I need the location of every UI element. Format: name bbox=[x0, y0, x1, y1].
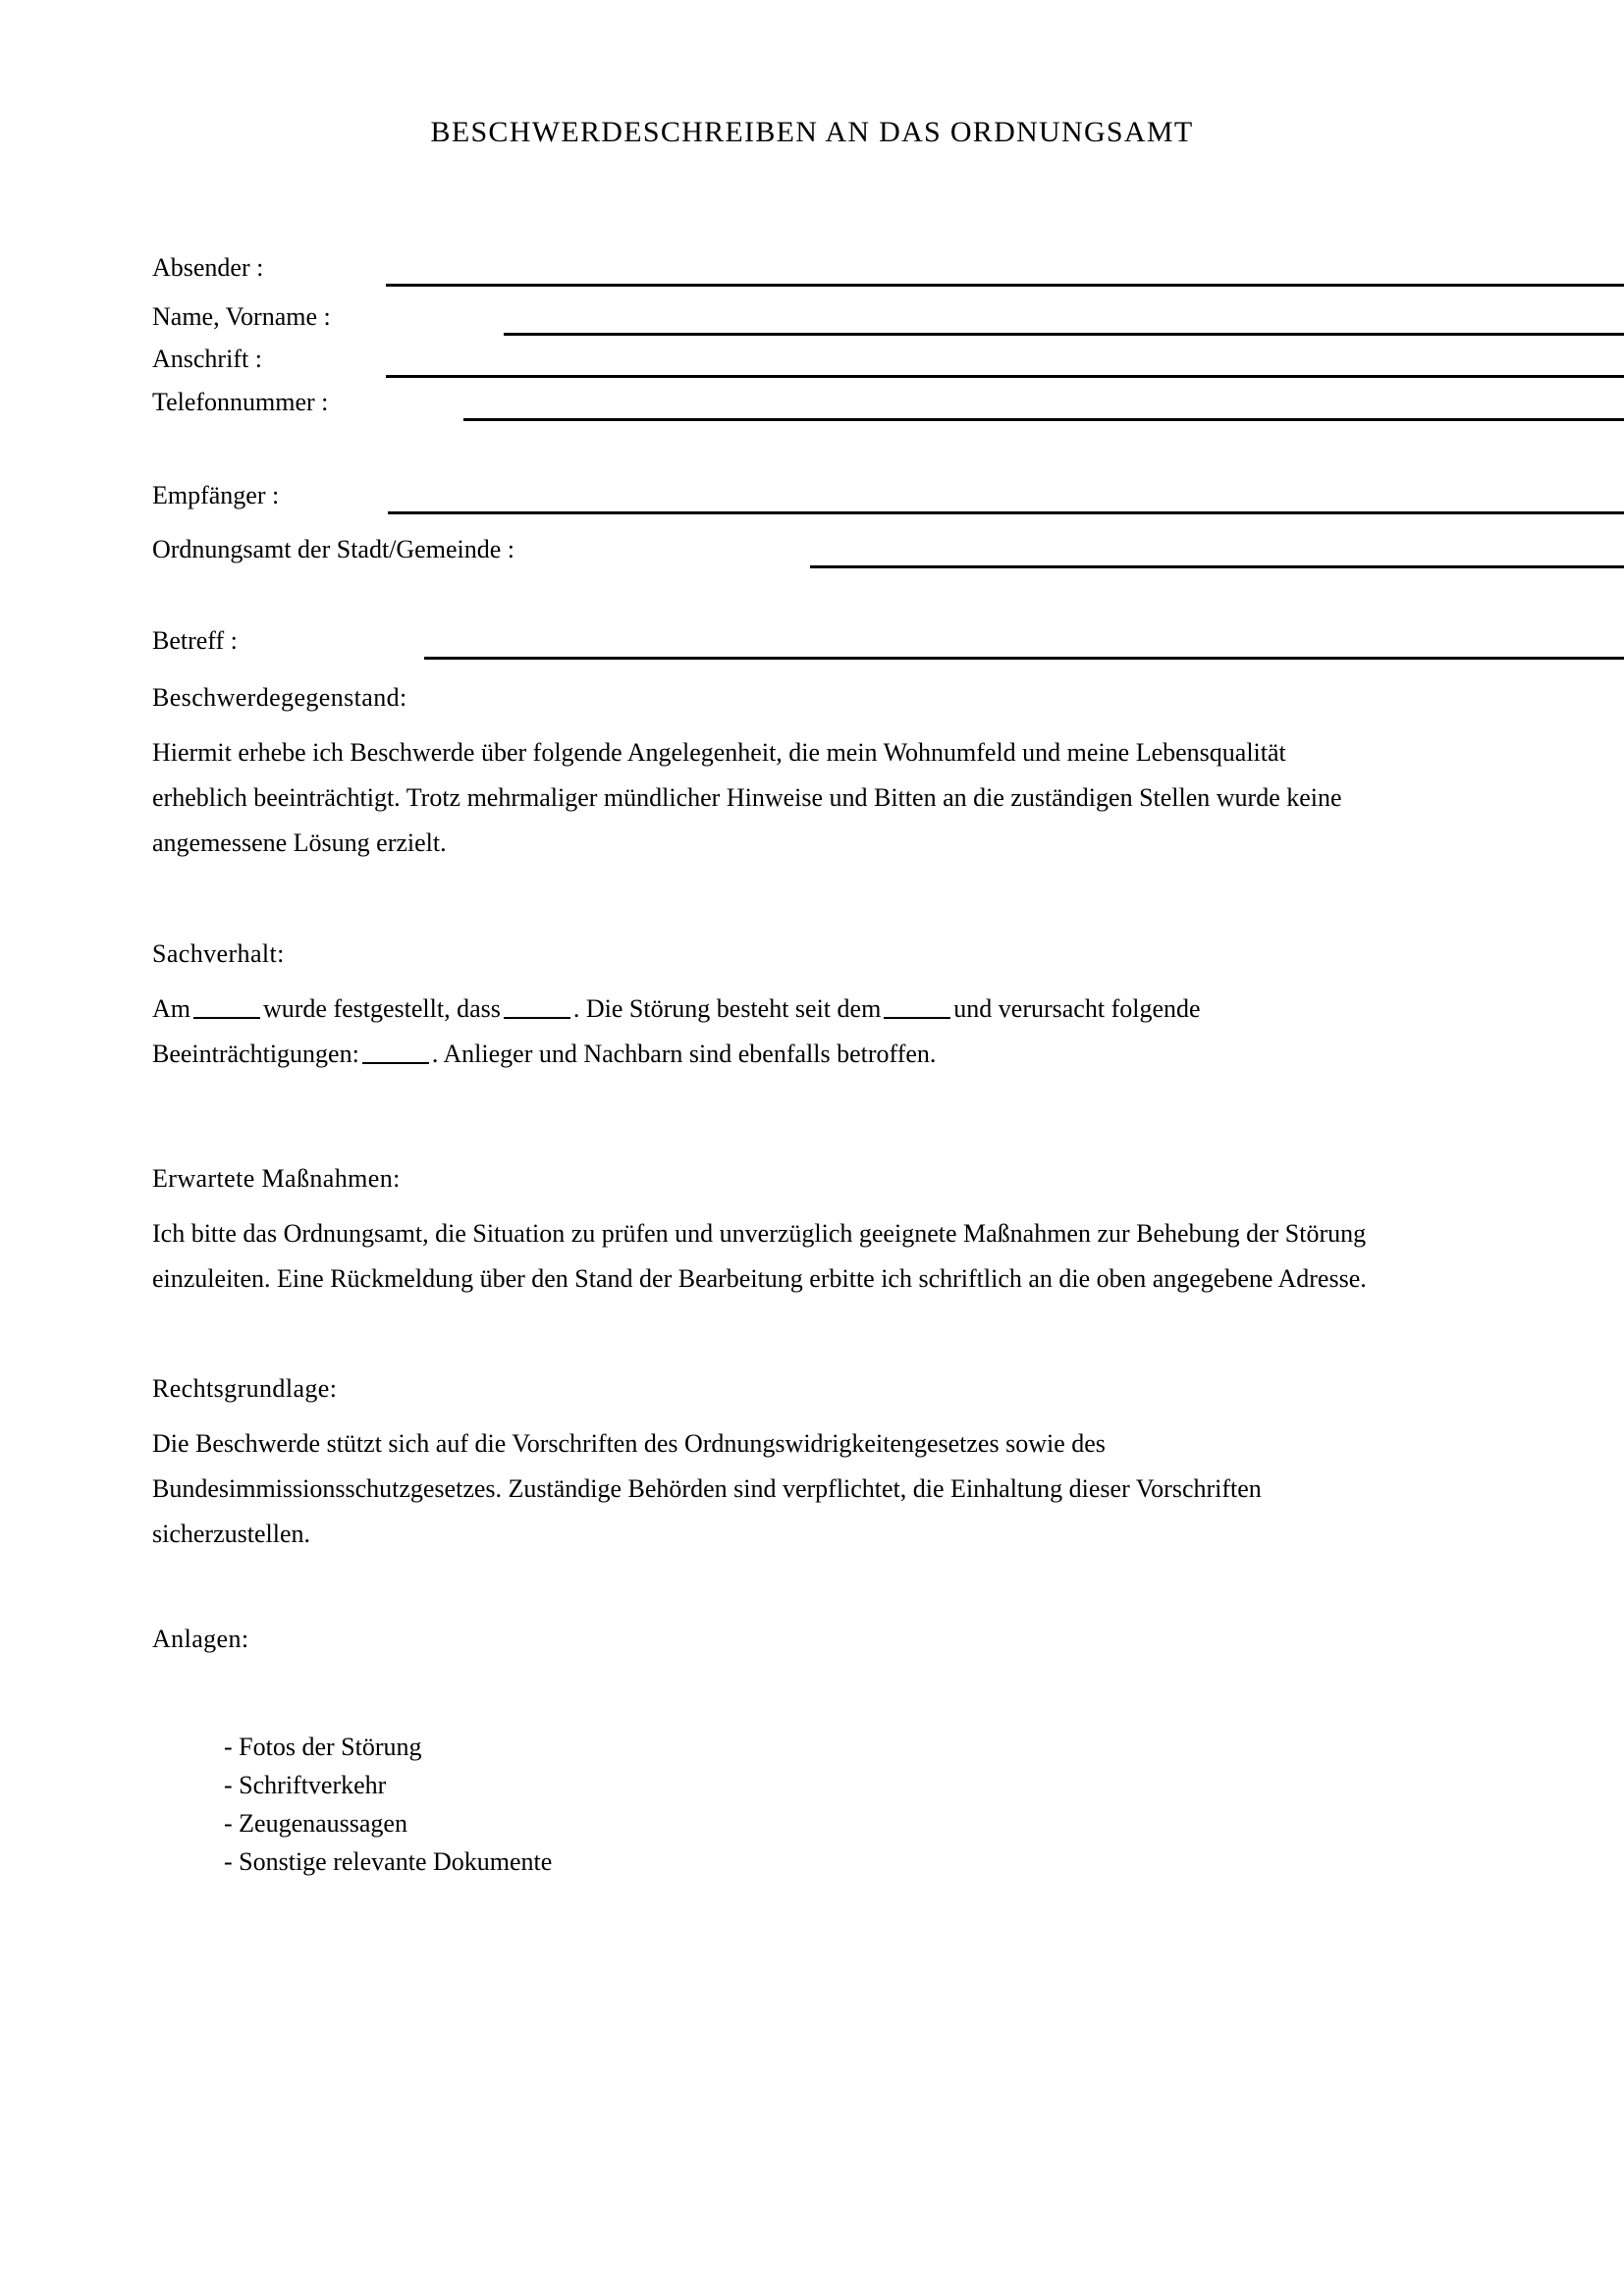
sachverhalt-text-d: und verursacht folgende bbox=[953, 994, 1201, 1023]
field-input-anschrift[interactable] bbox=[386, 375, 1624, 378]
field-label-betreff: Betreff : bbox=[152, 626, 238, 655]
field-input-betreff[interactable] bbox=[424, 657, 1624, 660]
sachverhalt-blank-beeintraechtigungen[interactable] bbox=[362, 1062, 429, 1064]
paragraph-line-sachverhalt-2 bbox=[152, 1032, 1473, 1077]
attachments-list bbox=[224, 1728, 1108, 1881]
field-row-absender bbox=[152, 253, 1488, 293]
field-row-anschrift bbox=[152, 345, 1488, 384]
field-row-betreff bbox=[152, 626, 1488, 666]
section-body-rechtsgrundlage bbox=[152, 1421, 1473, 1557]
field-input-ordnungsamt-stadt[interactable] bbox=[810, 565, 1624, 568]
section-heading-sachverhalt: Sachverhalt: bbox=[152, 939, 285, 968]
sachverhalt-blank-datum[interactable] bbox=[193, 1017, 260, 1019]
field-input-empfaenger[interactable] bbox=[388, 511, 1624, 514]
field-label-empfaenger: Empfänger : bbox=[152, 481, 280, 509]
paragraph-line: Bundesimmissionsschutzgesetzes. Zuständige Behörden sind verpflichtet, die Einhaltung dieser Vorschriften bbox=[152, 1474, 1262, 1503]
paragraph-line: erheblich beeinträchtigt. Trotz mehrmaliger mündlicher Hinweise und Bitten an die zuständigen Stellen wurde keine bbox=[152, 783, 1342, 812]
section-body-beschwerdegegenstand bbox=[152, 730, 1473, 866]
sachverhalt-text-f: . Anlieger und Nachbarn sind ebenfalls betroffen. bbox=[431, 1040, 937, 1068]
list-item: - Sonstige relevante Dokumente bbox=[224, 1847, 553, 1876]
sachverhalt-text-a: Am bbox=[152, 994, 190, 1023]
field-row-ordnungsamt-stadt bbox=[152, 535, 1488, 574]
sachverhalt-text-b: wurde festgestellt, dass bbox=[263, 994, 501, 1023]
paragraph-line: Ich bitte das Ordnungsamt, die Situation zu prüfen und unverzüglich geeignete Maßnahmen zur Behebung der Störung bbox=[152, 1219, 1367, 1248]
list-item: - Schriftverkehr bbox=[224, 1771, 387, 1799]
field-row-telefonnummer bbox=[152, 388, 1488, 427]
paragraph-line: Hiermit erhebe ich Beschwerde über folgende Angelegenheit, die mein Wohnumfeld und meine Lebensqualität bbox=[152, 738, 1286, 767]
field-row-empfaenger bbox=[152, 481, 1488, 520]
field-row-name-vorname bbox=[152, 302, 1488, 342]
paragraph-line: angemessene Lösung erzielt. bbox=[152, 828, 447, 857]
paragraph-line: Die Beschwerde stützt sich auf die Vorschriften des Ordnungswidrigkeitengesetzes sowie des bbox=[152, 1429, 1106, 1458]
field-label-name-vorname: Name, Vorname : bbox=[152, 302, 331, 331]
list-item: - Fotos der Störung bbox=[224, 1733, 422, 1761]
sachverhalt-blank-seit-dem[interactable] bbox=[884, 1017, 950, 1019]
section-body-sachverhalt bbox=[152, 987, 1473, 1077]
section-heading-erwartete-massnahmen: Erwartete Maßnahmen: bbox=[152, 1164, 401, 1193]
page-title: BESCHWERDESCHREIBEN AN DAS ORDNUNGSAMT bbox=[430, 116, 1194, 148]
field-label-absender: Absender : bbox=[152, 253, 264, 282]
sachverhalt-text-e: Beeinträchtigungen: bbox=[152, 1040, 359, 1068]
section-heading-rechtsgrundlage: Rechtsgrundlage: bbox=[152, 1374, 338, 1403]
sachverhalt-text-c: . Die Störung besteht seit dem bbox=[572, 994, 882, 1023]
section-heading-beschwerdegegenstand: Beschwerdegegenstand: bbox=[152, 683, 407, 712]
paragraph-line: sicherzustellen. bbox=[152, 1520, 310, 1548]
field-label-anschrift: Anschrift : bbox=[152, 345, 262, 373]
section-heading-anlagen: Anlagen: bbox=[152, 1625, 249, 1653]
field-input-name-vorname[interactable] bbox=[504, 333, 1624, 336]
paragraph-line-sachverhalt-1 bbox=[152, 987, 1473, 1032]
field-input-absender[interactable] bbox=[386, 284, 1624, 287]
field-input-telefonnummer[interactable] bbox=[463, 418, 1624, 421]
list-item: - Zeugenaussagen bbox=[224, 1809, 407, 1838]
paragraph-line: einzuleiten. Eine Rückmeldung über den Stand der Bearbeitung erbitte ich schriftlich an die oben angegebene Adresse. bbox=[152, 1264, 1367, 1293]
section-body-erwartete-massnahmen bbox=[152, 1211, 1473, 1302]
field-label-telefonnummer: Telefonnummer : bbox=[152, 388, 329, 416]
sachverhalt-blank-feststellung[interactable] bbox=[504, 1017, 570, 1019]
field-label-ordnungsamt-stadt: Ordnungsamt der Stadt/Gemeinde : bbox=[152, 535, 514, 563]
